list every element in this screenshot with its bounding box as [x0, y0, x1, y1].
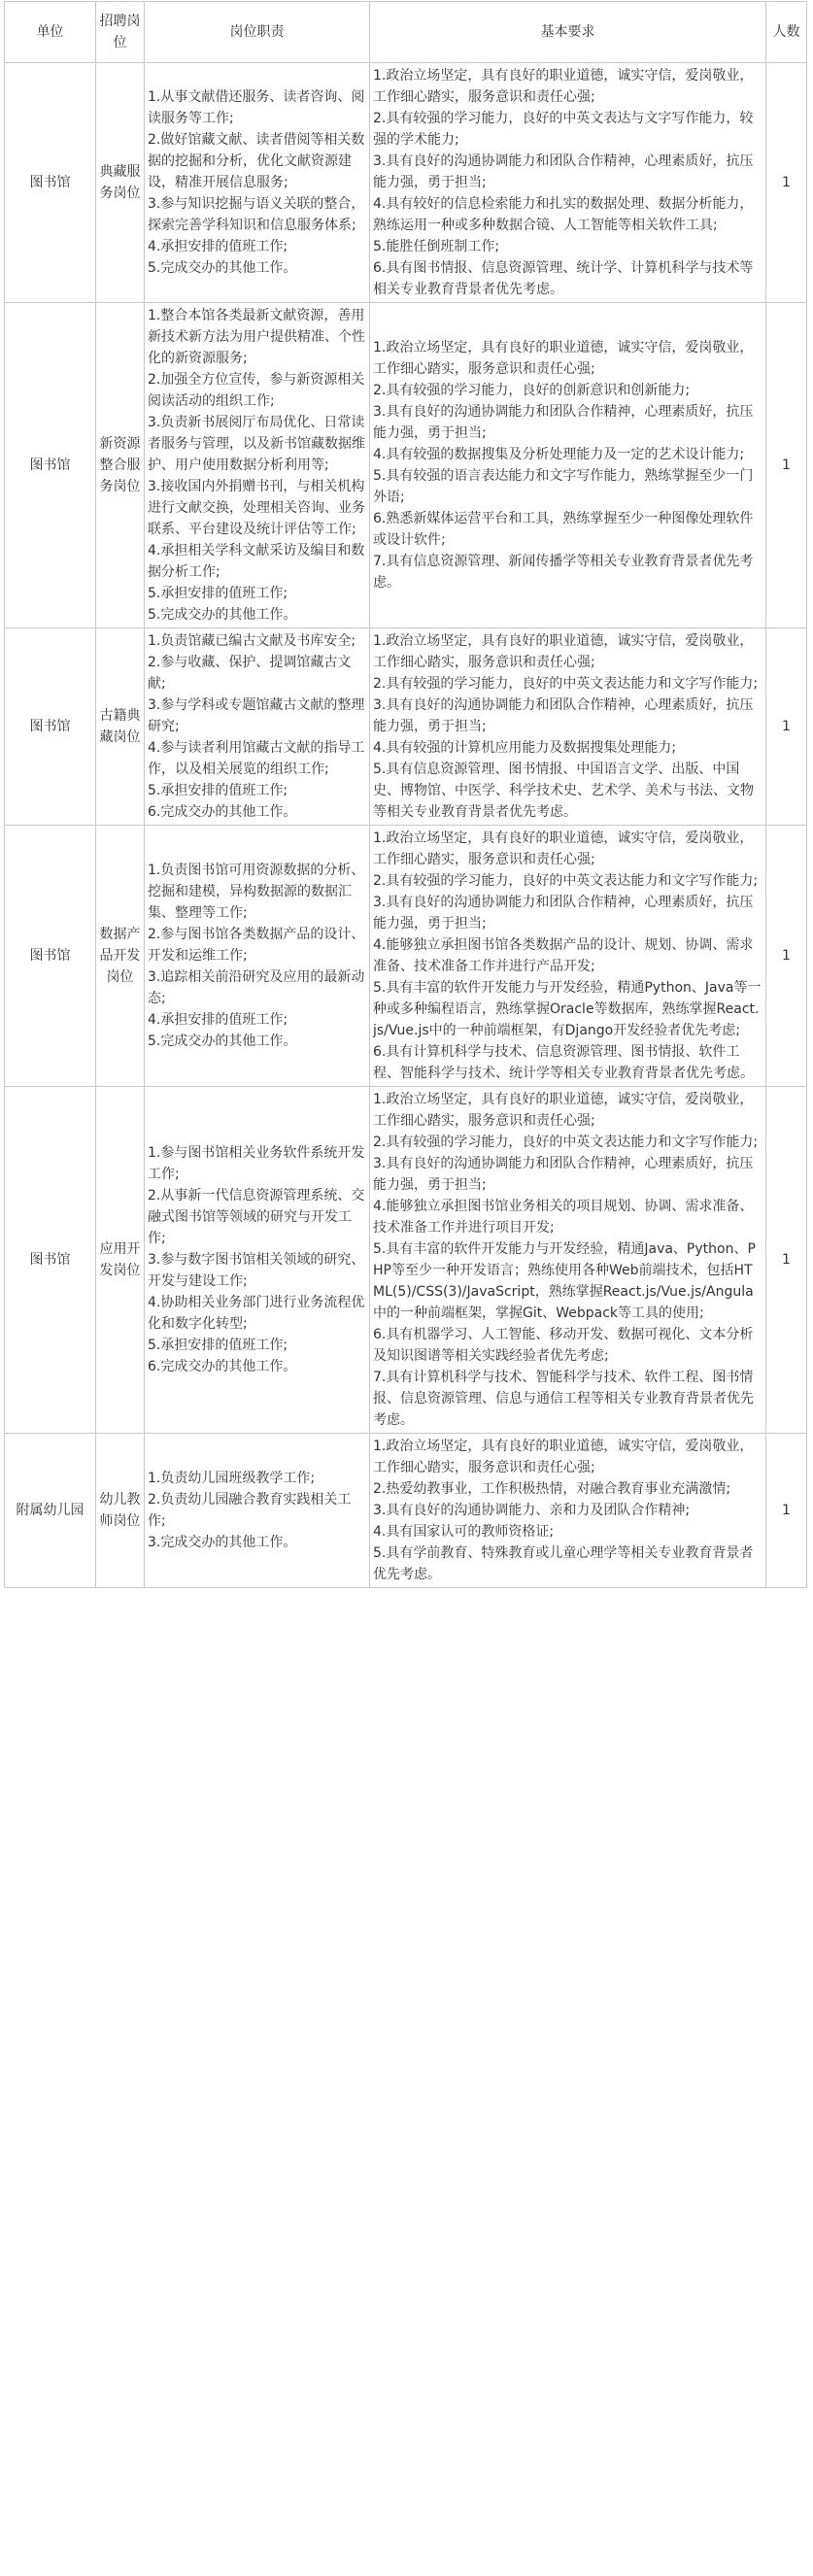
count-cell: 1	[766, 1087, 807, 1434]
duty-item: 2.参与图书馆各类数据产品的设计、开发和运维工作;	[148, 927, 365, 964]
duty-item: 2.参与收藏、保护、提调馆藏古文献;	[148, 655, 352, 692]
requirement-item: 4.具有较强的计算机应用能力及数据搜集处理能力;	[373, 740, 677, 756]
requirement-item: 3.具有良好的沟通协调能力和团队合作精神，心理素质好，抗压能力强，勇于担当;	[373, 153, 754, 190]
requirement-item: 7.具有信息资源管理、新闻传播学等相关专业教育背景者优先考虑。	[373, 554, 754, 591]
recruitment-table	[4, 1, 807, 1588]
table-row	[5, 1434, 807, 1588]
requirement-item: 6.具有计算机科学与技术、信息资源管理、图书情报、软件工程、智能科学与技术、统计学等相关专业教育背景者优先考虑。	[373, 1044, 754, 1081]
requirements-cell	[370, 63, 766, 303]
header-count: 人数	[766, 2, 807, 63]
count-cell: 1	[766, 63, 807, 303]
duty-item: 1.整合本馆各类最新文献资源，善用新技术新方法为用户提供精准、个性化的新资源服务;	[148, 308, 365, 366]
duty-item: 4.承担安排的值班工作;	[148, 1012, 288, 1028]
header-position: 招聘岗位	[96, 2, 145, 63]
duty-item: 5.完成交办的其他工作。	[148, 260, 297, 276]
duty-item: 5.承担安排的值班工作;	[148, 586, 288, 601]
header-duties: 岗位职责	[145, 2, 370, 63]
position-cell: 幼儿教师岗位	[96, 1434, 145, 1588]
duty-item: 2.从事新一代信息资源管理系统、交融式图书馆等领域的研究与开发工作;	[148, 1188, 365, 1246]
requirements-cell	[370, 1087, 766, 1434]
requirement-item: 5.能胜任倒班制工作;	[373, 239, 500, 254]
duty-item: 4.参与读者利用馆藏古文献的指导工作，以及相关展览的组织工作;	[148, 740, 365, 777]
requirement-item: 1.政治立场坚定，具有良好的职业道德，诚实守信，爱岗敬业，工作细心踏实，服务意识和责任心强;	[373, 1092, 754, 1129]
duty-item: 4.承担安排的值班工作;	[148, 239, 288, 254]
requirement-item: 1.政治立场坚定，具有良好的职业道德，诚实守信，爱岗敬业，工作细心踏实，服务意识和责任心强;	[373, 633, 754, 670]
duty-item: 5.承担安排的值班工作;	[148, 1338, 288, 1353]
duty-item: 1.从事文献借还服务、读者咨询、阅读服务等工作;	[148, 89, 365, 126]
duties-cell	[145, 1434, 370, 1588]
unit-cell: 图书馆	[5, 303, 96, 628]
requirement-item: 5.具有较强的语言表达能力和文字写作能力，熟练掌握至少一门外语;	[373, 468, 754, 505]
position-cell: 数据产品开发岗位	[96, 826, 145, 1087]
table-row	[5, 1087, 807, 1434]
unit-cell: 附属幼儿园	[5, 1434, 96, 1588]
duties-cell	[145, 303, 370, 628]
duties-cell	[145, 63, 370, 303]
count-cell: 1	[766, 628, 807, 826]
requirement-item: 4.能够独立承担图书馆各类数据产品的设计、规划、协调、需求准备、技术准备工作并进行产品开发;	[373, 937, 754, 974]
requirement-item: 5.具有信息资源管理、图书情报、中国语言文学、出版、中国史、博物馆、中医学、科学技术史、艺术学、美术与书法、文物等相关专业教育背景者优先考虑。	[373, 762, 754, 820]
duty-item: 3.参与数字图书馆相关领域的研究、开发与建设工作;	[148, 1252, 365, 1289]
requirement-item: 2.热爱幼教事业，工作积极热情，对融合教育事业充满激情;	[373, 1481, 731, 1497]
duties-cell	[145, 826, 370, 1087]
duty-item: 4.承担相关学科文献采访及编目和数据分析工作;	[148, 543, 365, 580]
requirement-item: 2.具有较强的学习能力，良好的中英文表达能力和文字写作能力;	[373, 676, 759, 692]
duty-item: 3.完成交办的其他工作。	[148, 1535, 297, 1550]
requirement-item: 7.具有计算机科学与技术、智能科学与技术、软件工程、图书情报、信息资源管理、信息与通信工程等相关专业教育背景者优先考虑。	[373, 1370, 754, 1428]
position-cell: 新资源整合服务岗位	[96, 303, 145, 628]
requirements-cell	[370, 303, 766, 628]
duties-cell	[145, 628, 370, 826]
unit-cell: 图书馆	[5, 628, 96, 826]
count-cell: 1	[766, 1434, 807, 1588]
requirement-item: 3.具有良好的沟通协调能力和团队合作精神，心理素质好，抗压能力强，勇于担当;	[373, 895, 754, 932]
requirement-item: 2.具有较强的学习能力，良好的中英文表达与文字写作能力，较强的学术能力;	[373, 111, 754, 148]
requirement-item: 1.政治立场坚定，具有良好的职业道德，诚实守信，爱岗敬业，工作细心踏实，服务意识和责任心强;	[373, 1439, 754, 1475]
requirement-item: 1.政治立场坚定，具有良好的职业道德，诚实守信，爱岗敬业，工作细心踏实，服务意识和责任心强;	[373, 830, 754, 867]
duty-item: 3.追踪相关前沿研究及应用的最新动态;	[148, 969, 365, 1006]
duty-item: 1.负责幼儿园班级教学工作;	[148, 1471, 316, 1486]
table-row	[5, 628, 807, 826]
duty-item: 3.参与学科或专题馆藏古文献的整理研究;	[148, 697, 365, 734]
requirement-item: 5.具有丰富的软件开发能力与开发经验，精通Python、Java等一种或多种编程语言，熟练掌握Oracle等数据库，熟练掌握React.js/Vue.js中的一种前端框架，有Django开发经验者优先考虑;	[373, 980, 762, 1038]
duty-item: 6.完成交办的其他工作。	[148, 804, 297, 820]
requirement-item: 2.具有较强的学习能力，良好的中英文表达能力和文字写作能力;	[373, 873, 759, 889]
requirement-item: 3.具有良好的沟通协调能力和团队合作精神，心理素质好，抗压能力强，勇于担当;	[373, 404, 754, 441]
duties-cell	[145, 1087, 370, 1434]
requirement-item: 3.具有良好的沟通协调能力和团队合作精神，心理素质好，抗压能力强，勇于担当;	[373, 1156, 754, 1193]
requirement-item: 4.具有国家认可的教师资格证;	[373, 1524, 555, 1540]
position-cell: 典藏服务岗位	[96, 63, 145, 303]
table-body	[5, 63, 807, 1588]
requirement-item: 6.熟悉新媒体运营平台和工具，熟练掌握至少一种图像处理软件或设计软件;	[373, 511, 754, 548]
unit-cell: 图书馆	[5, 63, 96, 303]
requirement-item: 6.具有图书情报、信息资源管理、统计学、计算机科学与技术等相关专业教育背景者优先考虑。	[373, 260, 754, 297]
requirement-item: 2.具有较强的学习能力，良好的中英文表达能力和文字写作能力;	[373, 1135, 759, 1150]
position-cell: 应用开发岗位	[96, 1087, 145, 1434]
requirement-item: 3.具有良好的沟通协调能力、亲和力及团队合作精神;	[373, 1503, 691, 1518]
header-row	[5, 2, 807, 63]
count-cell: 1	[766, 826, 807, 1087]
duty-item: 3.参与知识挖掘与语义关联的整合，探索完善学科知识和信息服务体系;	[148, 196, 365, 233]
duty-item: 4.协助相关业务部门进行业务流程优化和数字化转型;	[148, 1295, 365, 1332]
table-row	[5, 63, 807, 303]
requirement-item: 6.具有机器学习、人工智能、移动开发、数据可视化、文本分析及知识图谱等相关实践经验者优先考虑;	[373, 1327, 754, 1364]
requirements-cell	[370, 826, 766, 1087]
unit-cell: 图书馆	[5, 1087, 96, 1434]
duty-item: 1.负责图书馆可用资源数据的分析、挖掘和建模，异构数据源的数据汇集、整理等工作;	[148, 863, 365, 921]
duty-item: 3.负责新书展阅厅布局优化、日常读者服务与管理，以及新书馆藏数据维护、用户使用数据分析利用等;	[148, 415, 365, 473]
requirement-item: 4.具有较好的信息检索能力和扎实的数据处理、数据分析能力，熟练运用一种或多种数据合镜、人工智能等相关软件工具;	[373, 196, 754, 233]
requirement-item: 5.具有丰富的软件开发能力与开发经验，精通Java、Python、PHP等至少一种开发语言；熟练使用各种Web前端技术，包括HTML(5)/CSS(3)/JavaScript，熟练掌握React.js/Vue.js/Angula中的一种前端框架，掌握Git、Webpack等工具的使用;	[373, 1241, 756, 1321]
requirement-item: 1.政治立场坚定，具有良好的职业道德，诚实守信，爱岗敬业，工作细心踏实，服务意识和责任心强;	[373, 68, 754, 105]
duty-item: 6.完成交办的其他工作。	[148, 1359, 297, 1374]
duty-item: 2.做好馆藏文献、读者借阅等相关数据的挖掘和分析，优化文献资源建设，精准开展信息服务;	[148, 132, 365, 190]
duty-item: 3.接收国内外捐赠书刊，与相关机构进行文献交换，处理相关咨询、业务联系、平台建设及统计评估等工作;	[148, 479, 365, 537]
duty-item: 5.完成交办的其他工作。	[148, 1034, 297, 1049]
table-row	[5, 303, 807, 628]
header-unit: 单位	[5, 2, 96, 63]
header-requirements: 基本要求	[370, 2, 766, 63]
requirements-cell	[370, 1434, 766, 1588]
requirements-cell	[370, 628, 766, 826]
unit-cell: 图书馆	[5, 826, 96, 1087]
count-cell: 1	[766, 303, 807, 628]
requirement-item: 5.具有学前教育、特殊教育或儿童心理学等相关专业教育背景者优先考虑。	[373, 1545, 754, 1582]
duty-item: 1.参与图书馆相关业务软件系统开发工作;	[148, 1145, 365, 1182]
duty-item: 1.负责馆藏已编古文献及书库安全;	[148, 633, 356, 649]
requirement-item: 2.具有较强的学习能力，良好的创新意识和创新能力;	[373, 383, 691, 398]
requirement-item: 4.能够独立承担图书馆业务相关的项目规划、协调、需求准备、技术准备工作并进行项目开发;	[373, 1199, 754, 1236]
requirement-item: 1.政治立场坚定，具有良好的职业道德，诚实守信，爱岗敬业，工作细心踏实，服务意识和责任心强;	[373, 340, 754, 377]
duty-item: 2.负责幼儿园融合教育实践相关工作;	[148, 1492, 352, 1529]
requirement-item: 4.具有较强的数据搜集及分析处理能力及一定的艺术设计能力;	[373, 447, 745, 462]
duty-item: 5.承担安排的值班工作;	[148, 783, 288, 798]
duty-item: 2.加强全方位宣传，参与新资源相关阅读活动的组织工作;	[148, 372, 365, 409]
duty-item: 5.完成交办的其他工作。	[148, 607, 297, 623]
table-row	[5, 826, 807, 1087]
table-header	[5, 2, 807, 63]
position-cell: 古籍典藏岗位	[96, 628, 145, 826]
requirement-item: 3.具有良好的沟通协调能力和团队合作精神，心理素质好，抗压能力强，勇于担当;	[373, 697, 754, 734]
